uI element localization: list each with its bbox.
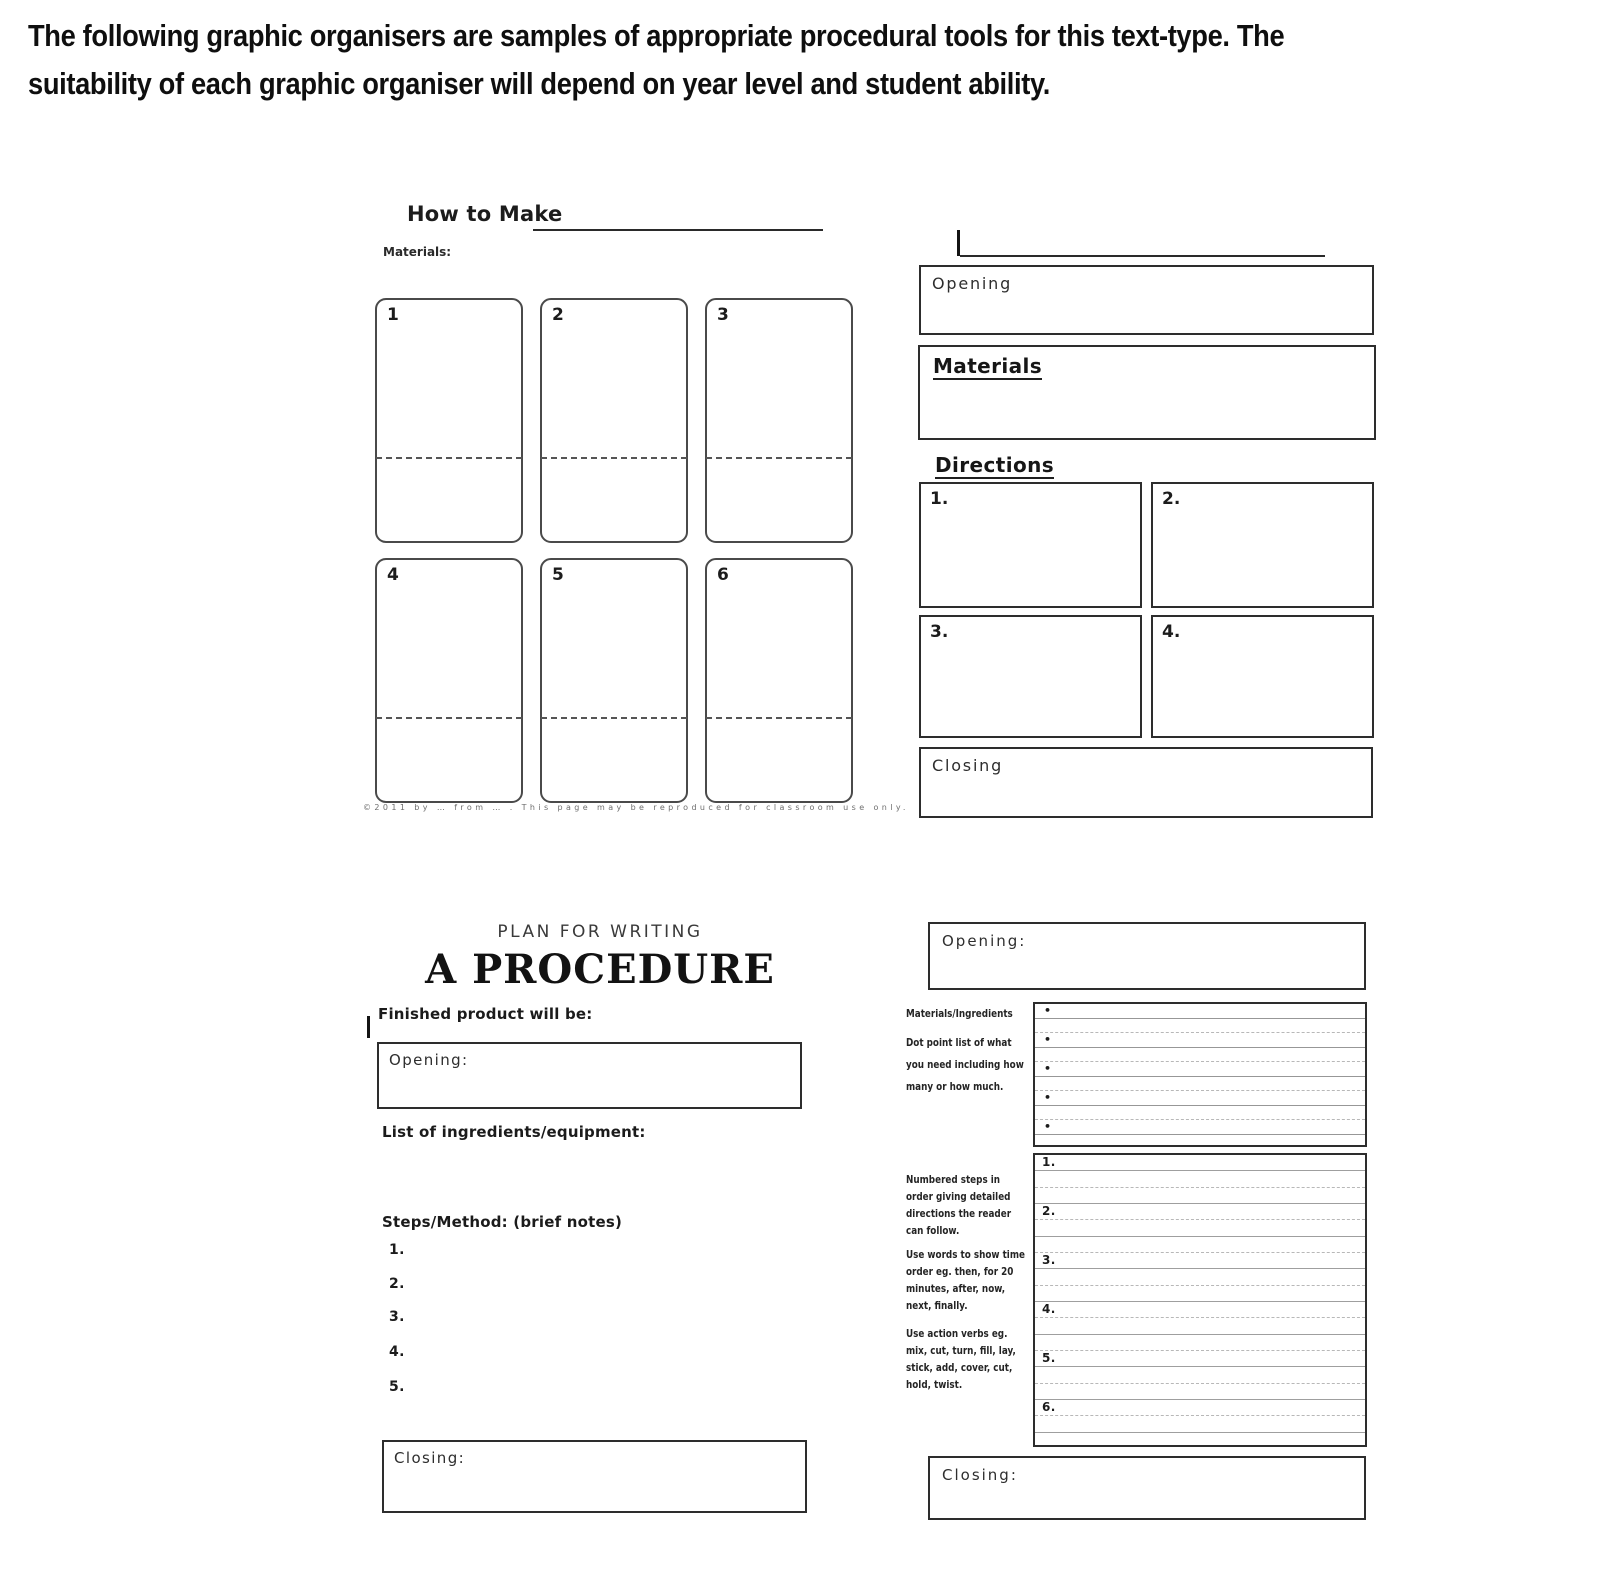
note-line: many or how much. xyxy=(906,1080,1004,1093)
materials-box xyxy=(918,345,1376,440)
direction-step-box-2 xyxy=(1151,482,1374,608)
plan-title-small: PLAN FOR WRITING xyxy=(497,922,703,942)
step-panel-5 xyxy=(540,558,688,803)
panel-number: 5 xyxy=(552,565,564,585)
closing-label: Closing: xyxy=(942,1466,1018,1484)
ruled-row xyxy=(1035,1077,1365,1092)
numbered-steps-box xyxy=(1033,1153,1367,1447)
ruled-row xyxy=(1035,1033,1365,1048)
directions-heading-wrap xyxy=(935,454,1054,479)
step-panel-1 xyxy=(375,298,523,543)
steps-method-label: Steps/Method: (brief notes) xyxy=(382,1213,623,1231)
steps-annotation-3 xyxy=(906,1325,1032,1393)
note-line: order giving detailed xyxy=(906,1190,1011,1203)
ruled-row xyxy=(1035,1120,1365,1135)
panel-caption-line xyxy=(376,457,522,459)
opening-box xyxy=(919,265,1374,335)
bullet-dot: • xyxy=(1044,1091,1052,1104)
bullet-dot: • xyxy=(1044,1062,1052,1075)
method-step-number-4: 4. xyxy=(389,1344,405,1360)
panel-caption-line xyxy=(706,457,852,459)
how-to-make-title: How to Make xyxy=(407,202,563,226)
ruled-row xyxy=(1035,1351,1365,1367)
direction-step-box-1 xyxy=(919,482,1142,608)
materials-note xyxy=(906,1032,1032,1098)
directions-heading: Directions xyxy=(935,453,1055,477)
ruled-row xyxy=(1035,1286,1365,1302)
step-panel-3 xyxy=(705,298,853,543)
note-line: Numbered steps in xyxy=(906,1173,1001,1186)
ruled-row xyxy=(1035,1048,1365,1063)
plan-title-big: A PROCEDURE xyxy=(425,946,775,993)
ruled-row xyxy=(1035,1367,1365,1383)
opening-box xyxy=(377,1042,802,1109)
ruled-row xyxy=(1035,1433,1365,1449)
panel-number: 1 xyxy=(387,305,399,325)
note-line: directions the reader xyxy=(906,1207,1012,1220)
note-line: Dot point list of what xyxy=(906,1036,1012,1049)
ruled-row xyxy=(1035,1091,1365,1106)
note-line: hold, twist. xyxy=(906,1378,963,1391)
panel-caption-line xyxy=(541,457,687,459)
annotated-procedure-organizer xyxy=(905,917,1368,1523)
intro-line-2: suitability of each graphic organiser will depend on year level and student ability. xyxy=(28,66,1050,101)
bullet-dot: • xyxy=(1044,1004,1052,1017)
ruled-row xyxy=(1035,1004,1365,1019)
closing-box xyxy=(382,1440,807,1513)
bullet-dot: • xyxy=(1044,1120,1052,1133)
steps-annotation-2 xyxy=(906,1246,1032,1314)
direction-step-box-4 xyxy=(1151,615,1374,738)
note-line: order eg. then, for 20 xyxy=(906,1265,1014,1278)
step-number: 3. xyxy=(1042,1252,1056,1267)
closing-label: Closing: xyxy=(394,1449,466,1467)
ruled-row xyxy=(1035,1416,1365,1432)
ruled-row xyxy=(1035,1106,1365,1121)
step-panel-4 xyxy=(375,558,523,803)
method-step-number-2: 2. xyxy=(389,1276,405,1292)
step-number: 6. xyxy=(1042,1399,1056,1414)
opening-label: Opening: xyxy=(942,932,1027,950)
materials-heading: Materials/Ingredients xyxy=(906,1007,1013,1020)
note-line: can follow. xyxy=(906,1224,960,1237)
method-step-number-3: 3. xyxy=(389,1309,405,1325)
method-step-number-5: 5. xyxy=(389,1379,405,1395)
ruled-row xyxy=(1035,1171,1365,1187)
panel-number: 6 xyxy=(717,565,729,585)
panel-caption-line xyxy=(706,717,852,719)
step-panel-2 xyxy=(540,298,688,543)
ruled-row xyxy=(1035,1237,1365,1253)
panel-number: 2 xyxy=(552,305,564,325)
ruled-row xyxy=(1035,1400,1365,1416)
opening-label: Opening xyxy=(932,274,1013,293)
ruled-row xyxy=(1035,1204,1365,1220)
plan-for-writing-organizer xyxy=(355,902,825,1520)
bullet-dot: • xyxy=(1044,1033,1052,1046)
note-line: minutes, after, now, xyxy=(906,1282,1006,1295)
step-number: 2. xyxy=(1162,489,1181,509)
materials-label: Materials: xyxy=(383,245,452,259)
ruled-row xyxy=(1035,1155,1365,1171)
direction-step-box-3 xyxy=(919,615,1142,738)
ruled-row xyxy=(1035,1019,1365,1034)
opening-box xyxy=(928,922,1366,990)
materials-annotation xyxy=(906,1003,1032,1025)
finished-product-label: Finished product will be: xyxy=(378,1005,593,1023)
ruled-row xyxy=(1035,1335,1365,1351)
note-line: Use action verbs eg. xyxy=(906,1327,1008,1340)
note-line: stick, add, cover, cut, xyxy=(906,1361,1013,1374)
step-number: 5. xyxy=(1042,1350,1056,1365)
ruled-row xyxy=(1035,1253,1365,1269)
panel-number: 3 xyxy=(717,305,729,325)
intro-line-1: The following graphic organisers are samples of appropriate procedural tools for this text-type. The xyxy=(28,18,1285,53)
note-line: you need including how xyxy=(906,1058,1024,1071)
plan-titles xyxy=(375,922,825,993)
steps-annotation-1 xyxy=(906,1171,1032,1239)
note-line: Use words to show time xyxy=(906,1248,1025,1261)
step-number: 1. xyxy=(930,489,949,509)
method-step-number-1: 1. xyxy=(389,1242,405,1258)
note-line: next, finally. xyxy=(906,1299,968,1312)
step-number: 1. xyxy=(1042,1155,1056,1169)
ruled-row xyxy=(1035,1318,1365,1334)
fine-print: ©2011 by … from … . This page may be reproduced for classroom use only. xyxy=(363,803,909,812)
closing-box xyxy=(919,747,1373,818)
opening-directions-organizer xyxy=(918,228,1376,823)
how-to-make-organizer xyxy=(363,198,909,820)
step-number: 4. xyxy=(1162,622,1181,642)
ruled-row xyxy=(1035,1135,1365,1150)
step-number: 2. xyxy=(1042,1203,1056,1218)
text-cursor-mark xyxy=(367,1016,370,1038)
intro-paragraph xyxy=(28,12,1456,108)
step-number: 3. xyxy=(930,622,949,642)
note-line: mix, cut, turn, fill, lay, xyxy=(906,1344,1016,1357)
panel-caption-line xyxy=(376,717,522,719)
materials-heading: Materials xyxy=(933,354,1043,378)
ruled-row xyxy=(1035,1220,1365,1236)
step-panel-6 xyxy=(705,558,853,803)
step-number: 4. xyxy=(1042,1301,1056,1316)
title-blank-line xyxy=(533,229,823,231)
title-blank-line xyxy=(960,255,1325,257)
opening-label: Opening: xyxy=(389,1051,469,1069)
panel-number: 4 xyxy=(387,565,399,585)
closing-box xyxy=(928,1456,1366,1520)
ingredients-label: List of ingredients/equipment: xyxy=(382,1123,646,1141)
ruled-row xyxy=(1035,1062,1365,1077)
materials-bullet-box xyxy=(1033,1002,1367,1147)
text-cursor-mark xyxy=(957,230,960,256)
panel-caption-line xyxy=(541,717,687,719)
ruled-row xyxy=(1035,1384,1365,1400)
ruled-row xyxy=(1035,1188,1365,1204)
ruled-row xyxy=(1035,1302,1365,1318)
closing-label: Closing xyxy=(932,756,1004,775)
ruled-row xyxy=(1035,1269,1365,1285)
